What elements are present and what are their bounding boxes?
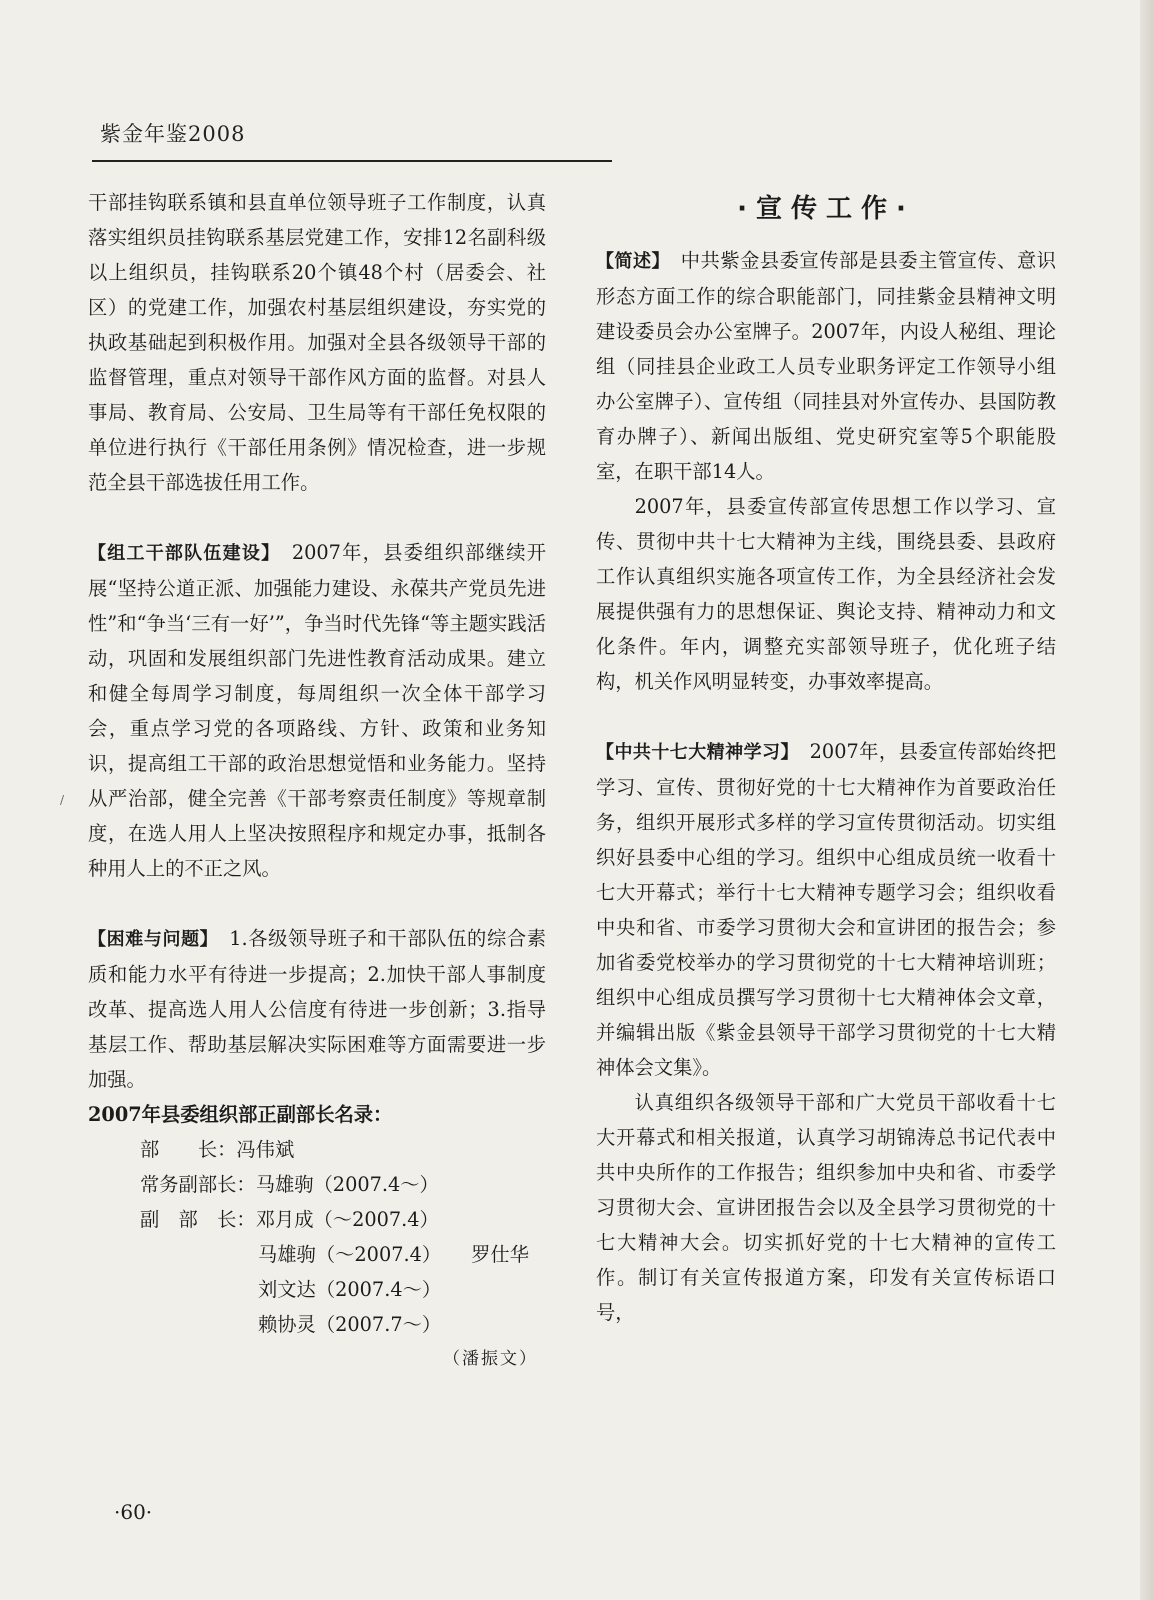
congress-study-text: 2007年，县委宣传部始终把学习、宣传、贯彻好党的十七大精神作为首要政治任务，组织开展形式多样的学习宣传贯彻活动。切实组织好县委中心组的学习。组织中心组成员统一收看十七大开幕式；举行十七大精神专题学习会；组织收看中央和省、市委学习贯彻大会和宣讲团的报告会；参加省委党校举办的学习贯彻党的十七大精神培训班；组织中心组成员撰写学习贯彻十七大精神体会文章，并编辑出版《紫金县领导干部学习贯彻党的十七大精神体会文集》。 bbox=[596, 740, 1057, 1079]
roster-row-deputy bbox=[140, 1237, 546, 1272]
page-edge bbox=[1140, 0, 1154, 1600]
author-credit: （潘振文） bbox=[443, 1349, 538, 1369]
roster-row-deputy bbox=[140, 1307, 546, 1342]
problems-text: 1.各级领导班子和干部队伍的综合素质和能力水平有待进一步提高；2.加快干部人事制度改革、提高选人用人公信度有待进一步创新；3.指导基层工作、帮助基层解决实际困难等方面需要进一步加强。 bbox=[88, 927, 547, 1091]
page-number: ·60· bbox=[114, 1500, 153, 1524]
congress-study-paragraph-2: 认真组织各级领导干部和广大党员干部收看十七大开幕式和相关报道，认真学习胡锦涛总书记代表中共中央所作的工作报告；组织参加中央和省、市委学习贯彻大会、宣讲团报告会以及全县学习贯彻党的十七大精神大会。切实抓好党的十七大精神的宣传工作。制订有关宣传报道方案，印发有关宣传标语口号， bbox=[596, 1091, 1056, 1324]
director-label: 部 长： bbox=[140, 1138, 237, 1161]
roster-row-deputy bbox=[140, 1272, 546, 1307]
section-title: ·宣传工作· bbox=[737, 194, 915, 224]
team-building-paragraph bbox=[88, 535, 546, 886]
director-name: 冯伟斌 bbox=[236, 1138, 295, 1161]
roster-row-deputy bbox=[140, 1202, 546, 1237]
team-building-tag: 【组工干部队伍建设】 bbox=[88, 543, 272, 564]
congress-study-paragraph bbox=[596, 734, 1056, 1085]
continuation-paragraph: 干部挂钩联系镇和县直单位领导班子工作制度，认真落实组织员挂钩联系基层党建工作，安排12名副科级以上组织员，挂钩联系20个镇48个村（居委会、社区）的党建工作，加强农村基层组织建设，夯实党的执政基础起到积极作用。加强对全县各级领导干部的监督管理，重点对领导干部作风方面的监督。对县人事局、教育局、公安局、卫生局等有干部任免权限的单位进行执行《干部任用条例》情况检查，进一步规范全县干部选拔任用工作。 bbox=[88, 191, 546, 494]
problems-paragraph bbox=[88, 921, 546, 1097]
deputy-name: 罗仕华 bbox=[471, 1243, 529, 1266]
roster bbox=[140, 1132, 546, 1342]
team-building-text: 2007年，县委组织部继续开展“坚持公道正派、加强能力建设、永葆共产党员先进性”和“争当‘三有一好’”，争当时代先锋“等主题实践活动，巩固和发展组织部门先进性教育活动成果。建立和健全每周学习制度，每周组织一次全体干部学习会，重点学习党的各项路线、方针、政策和业务知识，提高组工干部的政治思想觉悟和业务能力。坚持从严治部，健全完善《干部考察责任制度》等规章制度，在选人用人上坚决按照程序和规定办事，抵制各种用人上的不正之风。 bbox=[88, 541, 547, 880]
deputy-name: 马雄驹（～2007.4） bbox=[258, 1243, 442, 1266]
overview-paragraph bbox=[596, 243, 1056, 489]
exec-deputy-label: 常务副部长： bbox=[140, 1173, 256, 1196]
overview-tag: 【简述】 bbox=[596, 251, 661, 272]
deputy-label: 副 部 长： bbox=[140, 1208, 256, 1231]
deputy-name: 刘文达（2007.4～） bbox=[258, 1278, 442, 1301]
overview-text: 中共紫金县委宣传部是县委主管宣传、意识形态方面工作的综合职能部门，同挂紫金县精神文明建设委员会办公室牌子。2007年，内设人秘组、理论组（同挂县企业政工人员专业职务评定工作领导小组办公室牌子）、宣传组（同挂县对外宣传办、县国防教育办牌子）、新闻出版组、党史研究室等5个职能股室，在职干部14人。 bbox=[596, 249, 1057, 483]
right-column bbox=[596, 185, 1056, 1330]
deputy-name: 赖协灵（2007.7～） bbox=[258, 1313, 442, 1336]
header-rule bbox=[92, 160, 612, 162]
overview-paragraph-2: 2007年，县委宣传部宣传思想工作以学习、宣传、贯彻中共十七大精神为主线，围绕县委、县政府工作认真组织实施各项宣传工作，为全县经济社会发展提供强有力的思想保证、舆论支持、精神动力和文化条件。年内，调整充实部领导班子，优化班子结构，机关作风明显转变，办事效率提高。 bbox=[596, 495, 1056, 693]
roster-row-director bbox=[140, 1132, 546, 1167]
running-head: 紫金年鉴2008 bbox=[100, 122, 246, 146]
left-column bbox=[88, 185, 546, 1377]
roster-row-exec-deputy bbox=[140, 1167, 546, 1202]
roster-title: 2007年县委组织部正副部长名录： bbox=[88, 1103, 393, 1126]
deputy-name: 邓月成（～2007.4） bbox=[255, 1208, 439, 1231]
congress-study-tag: 【中共十七大精神学习】 bbox=[596, 742, 790, 763]
exec-deputy-name: 马雄驹（2007.4～） bbox=[255, 1173, 439, 1196]
margin-mark: / bbox=[60, 793, 65, 807]
problems-tag: 【困难与问题】 bbox=[88, 929, 210, 950]
